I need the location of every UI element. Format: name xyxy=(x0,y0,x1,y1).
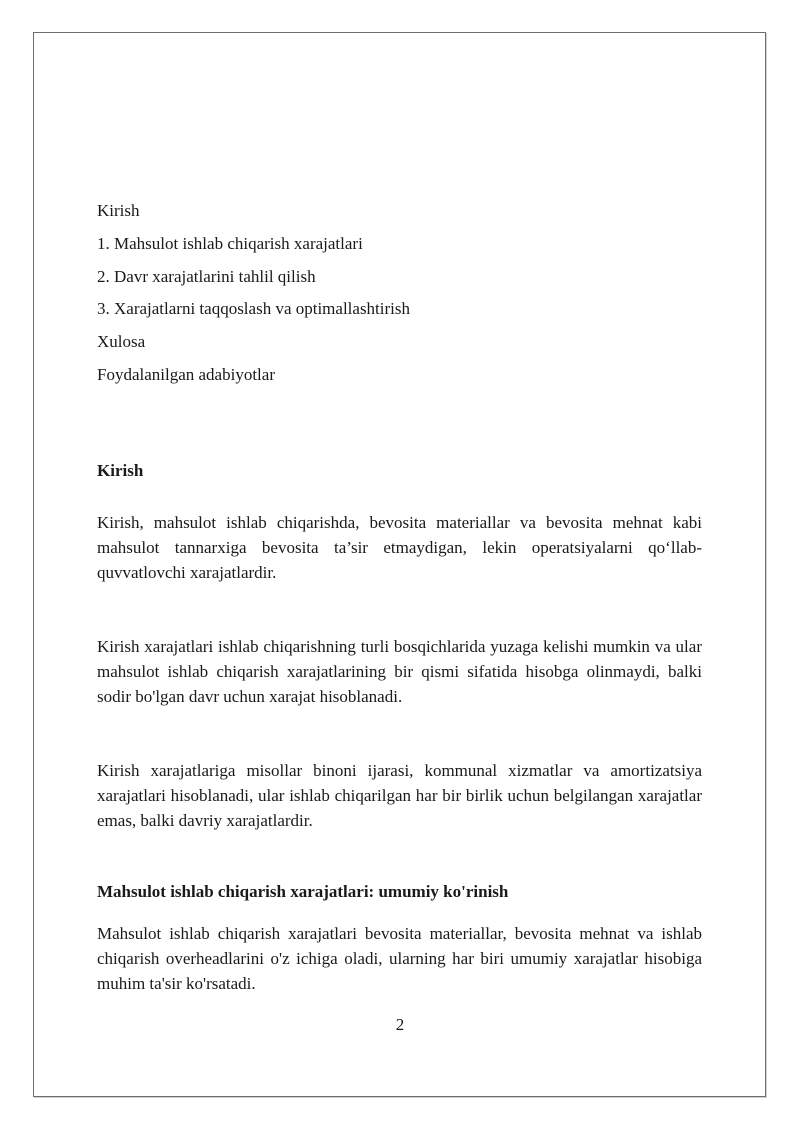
intro-paragraph: Kirish, mahsulot ishlab chiqarishda, bevosita materiallar va bevosita mehnat kabi mahsulot tannarxiga bevosita ta’sir etmaydigan, lekin operatsiyalarni qo‘llab-quvvatlovchi xarajatlardir. xyxy=(97,513,702,582)
toc-item-chapter-2: 2. Davr xarajatlarini tahlil qilish xyxy=(97,266,316,286)
toc-item-conclusion: Xulosa xyxy=(97,332,146,352)
page-number: 2 xyxy=(395,1015,405,1034)
toc-item-intro: Kirish xyxy=(97,201,140,220)
toc-item-chapter-1: 1. Mahsulot ishlab chiqarish xarajatlari xyxy=(97,233,363,253)
intro-paragraph: Kirish xarajatlari ishlab chiqarishning turli bosqichlarida yuzaga kelishi mumkin va ular mahsulot ishlab chiqarish xarajatlarining bir qismi sifatida hisobga olinmaydi, balki sodir bo'lgan davr uchun xarajat hisoblanadi. xyxy=(97,637,702,706)
intro-paragraph: Kirish xarajatlariga misollar binoni ijarasi, kommunal xizmatlar va amortizatsiya xarajatlari hisoblanadi, ular ishlab chiqarilgan har bir birlik uchun belgilangan xarajatlar emas, balki davriy xarajatlardir. xyxy=(97,761,702,830)
section-heading-production-costs: Mahsulot ishlab chiqarish xarajatlari: umumiy ko'rinish xyxy=(97,882,509,901)
section-paragraph: Mahsulot ishlab chiqarish xarajatlari bevosita materiallar, bevosita mehnat va ishlab chiqarish overheadlarini o'z ichiga oladi, ularning har biri umumiy xarajatlar hisobiga muhim ta'sir ko'rsatadi. xyxy=(97,924,702,993)
intro-heading: Kirish xyxy=(97,461,144,480)
toc-item-references: Foydalanilgan adabiyotlar xyxy=(97,364,275,384)
table-of-contents xyxy=(97,200,717,397)
toc-item-chapter-3: 3. Xarajatlarni taqqoslash va optimallashtirish xyxy=(97,299,411,319)
